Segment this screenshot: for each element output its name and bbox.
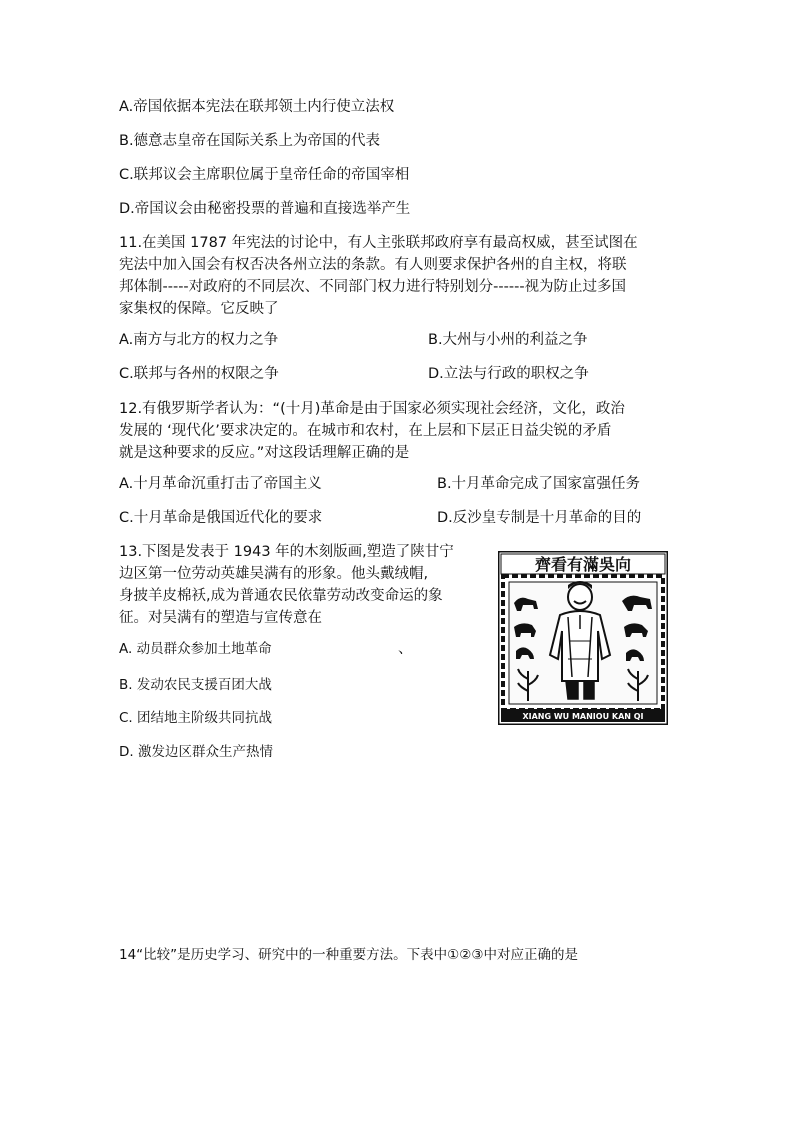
q12-stem-line2: 发展的 ‘现代化’要求决定的。在城市和农村，在上层和下层正日益尖锐的矛盾 bbox=[119, 423, 612, 439]
q13-option-b: B. 发动农民支援百团大战 bbox=[119, 677, 272, 693]
q12-option-d: D.反沙皇专制是十月革命的目的 bbox=[437, 510, 642, 526]
q10-option-c: C.联邦议会主席职位属于皇帝任命的帝国宰相 bbox=[119, 167, 410, 183]
q13-stem-line3: 身披羊皮棉袄,成为普通农民依靠劳动改变命运的象 bbox=[119, 588, 443, 604]
q12-option-c: C.十月革命是俄国近代化的要求 bbox=[119, 510, 323, 526]
q13-stem-line1: 13.下图是发表于 1943 年的木刻版画,塑造了陕甘宁 bbox=[119, 544, 454, 560]
q11-stem-line4: 家集权的保障。它反映了 bbox=[119, 301, 279, 317]
q14-stem: 14“比较”是历史学习、研究中的一种重要方法。下表中①②③中对应正确的是 bbox=[119, 947, 578, 963]
q11-stem-line1: 11.在美国 1787 年宪法的讨论中，有人主张联邦政府享有最高权威，甚至试图在 bbox=[119, 235, 638, 251]
q13-option-d: D. 激发边区群众生产热情 bbox=[119, 744, 273, 760]
q12-option-a: A.十月革命沉重打击了帝国主义 bbox=[119, 476, 322, 492]
q11-option-d: D.立法与行政的职权之争 bbox=[428, 366, 589, 382]
woodcut-banner-text: 齊看有滿吳向 bbox=[534, 555, 632, 574]
q10-option-b: B.德意志皇帝在国际关系上为帝国的代表 bbox=[119, 133, 381, 149]
q13-stem-line2: 边区第一位劳动英雄吴满有的形象。他头戴绒帽, bbox=[119, 566, 429, 582]
q11-option-b: B.大州与小州的利益之争 bbox=[428, 332, 588, 348]
q13-option-c: C. 团结地主阶级共同抗战 bbox=[119, 710, 273, 726]
woodcut-wu-manyou-image bbox=[498, 551, 668, 725]
q12-stem-line3: 就是这种要求的反应。”对这段话理解正确的是 bbox=[119, 445, 410, 461]
q13-stray-mark: 、 bbox=[398, 641, 413, 657]
q13-option-a: A. 动员群众参加土地革命 bbox=[119, 641, 272, 657]
woodcut-caption-text: XIANG WU MANIOU KAN QI bbox=[522, 712, 644, 721]
q12-stem-line1: 12.有俄罗斯学者认为：“(十月)革命是由于国家必须实现社会经济，文化，政治 bbox=[119, 401, 625, 417]
q11-option-c: C.联邦与各州的权限之争 bbox=[119, 366, 279, 382]
q11-stem-line2: 宪法中加入国会有权否决各州立法的条款。有人则要求保护各州的自主权，将联 bbox=[119, 257, 627, 273]
q10-option-d: D.帝国议会由秘密投票的普遍和直接选举产生 bbox=[119, 201, 411, 217]
q11-option-a: A.南方与北方的权力之争 bbox=[119, 332, 279, 348]
q11-stem-line3: 邦体制-----对政府的不同层次、不同部门权力进行特别划分------视为防止过多国 bbox=[119, 279, 627, 295]
q10-option-a: A.帝国依据本宪法在联邦领土内行使立法权 bbox=[119, 99, 395, 115]
q13-stem-line4: 征。对吴满有的塑造与宣传意在 bbox=[119, 610, 322, 626]
q12-option-b: B.十月革命完成了国家富强任务 bbox=[437, 476, 641, 492]
